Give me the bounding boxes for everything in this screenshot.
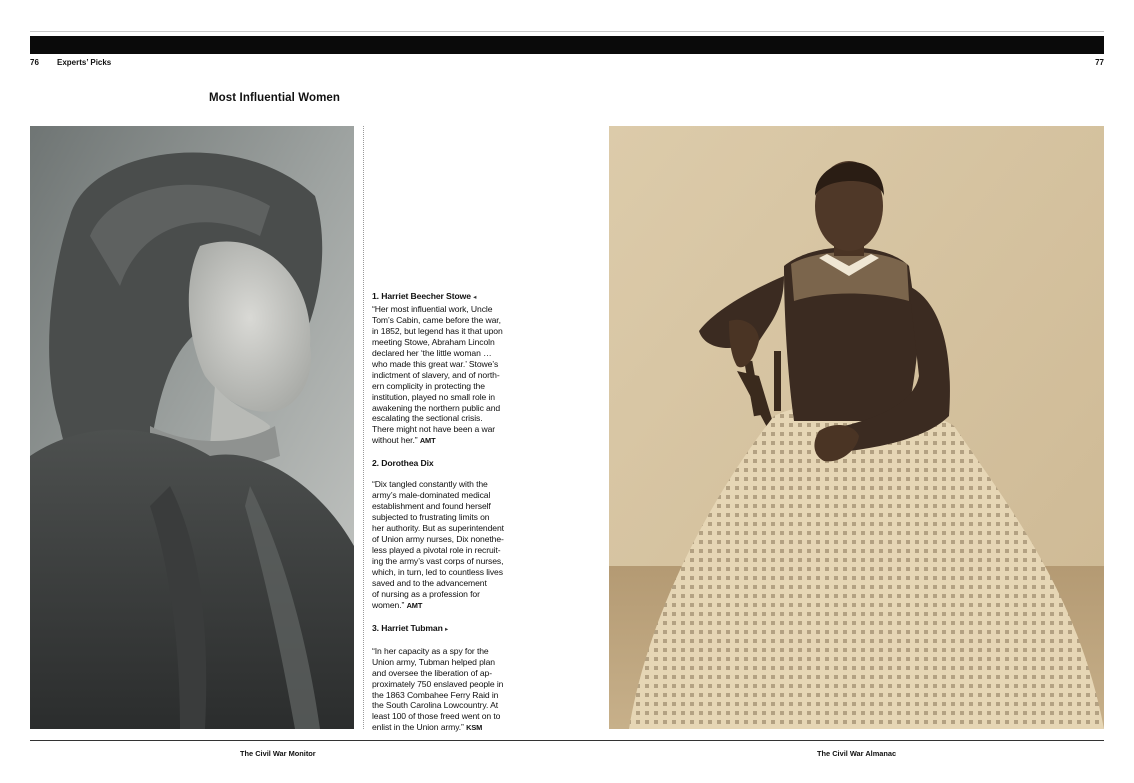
pick-number: 2. <box>372 458 379 469</box>
page-title: Most Influential Women <box>209 92 341 104</box>
pick-entry-3 <box>372 623 527 735</box>
quote-line: her authority. But as superintendent <box>372 523 504 534</box>
author-initials: KSM <box>466 723 483 733</box>
entry-spacer <box>372 612 527 623</box>
quote-line-text: women.” <box>372 599 405 610</box>
quote-line: establishment and found herself <box>372 501 491 512</box>
quote-line: escalating the sectional crisis. <box>372 413 483 424</box>
quote-line: ing the army’s vast corps of nurses, <box>372 555 504 566</box>
quote-line: least 100 of those freed went on to <box>372 711 501 722</box>
pick-name: Dorothea Dix <box>381 458 434 469</box>
pick-quote <box>372 479 527 611</box>
picks-list <box>372 291 527 734</box>
pick-entry-1 <box>372 291 527 447</box>
quote-line: the 1863 Combahee Ferry Raid in <box>372 689 499 700</box>
author-initials: AMT <box>419 436 436 446</box>
quote-line: “In her capacity as a spy for the <box>372 645 489 656</box>
pick-entry-2 <box>372 458 527 611</box>
quote-line: subjected to frustrating limits on <box>372 512 490 523</box>
page-number-right: 77 <box>1095 58 1104 67</box>
footer-publication-right: The Civil War Almanac <box>817 749 897 758</box>
pick-name: Harriet Tubman <box>381 622 443 633</box>
page-number-left: 76 <box>30 58 39 67</box>
right-pointer-icon: ▸ <box>445 625 449 633</box>
column-divider <box>363 126 364 729</box>
quote-line: “Dix tangled constantly with the <box>372 479 488 490</box>
quote-line <box>372 435 527 447</box>
quote-line: in 1852, but legend has it that upon <box>372 325 503 336</box>
quote-line: Tom’s Cabin, came before the war, <box>372 314 501 325</box>
pick-name: Harriet Beecher Stowe <box>381 291 471 301</box>
quote-line: army’s male-dominated medical <box>372 490 491 501</box>
quote-line: declared her ‘the little woman … <box>372 347 492 358</box>
quote-line: less played a pivotal role in recruit- <box>372 545 501 556</box>
quote-line: There might not have been a war <box>372 424 496 435</box>
pick-heading <box>372 623 527 636</box>
portrait-photo-tubman <box>609 126 1104 729</box>
quote-line-text: without her.” <box>372 435 418 446</box>
quote-line: indictment of slavery, and of north- <box>372 369 500 380</box>
pick-number: 3. <box>372 622 379 633</box>
pick-number: 1. <box>372 291 379 301</box>
entry-spacer <box>372 636 527 646</box>
quote-line-text: enlist in the Union army.” <box>372 722 464 733</box>
author-initials: AMT <box>406 600 423 610</box>
entry-spacer <box>372 469 527 479</box>
portrait-photo-stowe <box>30 126 354 729</box>
quote-line: Union army, Tubman helped plan <box>372 656 495 667</box>
top-hairline <box>30 31 1104 32</box>
quote-line: saved and to the advancement <box>372 577 487 588</box>
quote-line: awakening the northern public and <box>372 402 501 413</box>
section-label: Experts’ Picks <box>57 58 112 67</box>
header-black-bar <box>30 36 1104 54</box>
quote-line <box>372 600 527 612</box>
pick-quote <box>372 646 527 735</box>
quote-line: which, in turn, led to countless lives <box>372 566 503 577</box>
quote-line: meeting Stowe, Abraham Lincoln <box>372 336 495 347</box>
pick-heading <box>372 458 527 469</box>
quote-line: of nursing as a profession for <box>372 588 480 599</box>
footer-rule <box>30 740 1104 741</box>
quote-line: “Her most influential work, Uncle <box>372 303 493 314</box>
quote-line: of Union army nurses, Dix nonethe- <box>372 534 504 545</box>
pick-heading <box>372 291 527 304</box>
quote-line: and oversee the liberation of ap- <box>372 667 492 678</box>
quote-line: who made this great war.’ Stowe’s <box>372 358 499 369</box>
quote-line: the South Carolina Lowcountry. At <box>372 700 499 711</box>
pick-quote <box>372 304 527 447</box>
quote-line: institution, played no small role in <box>372 391 495 402</box>
footer-publication-left: The Civil War Monitor <box>240 749 316 758</box>
quote-line: proximately 750 enslaved people in <box>372 678 504 689</box>
quote-line: ern complicity in protecting the <box>372 380 485 391</box>
left-pointer-icon: ◂ <box>473 294 477 301</box>
entry-spacer <box>372 447 527 458</box>
quote-line <box>372 722 527 734</box>
